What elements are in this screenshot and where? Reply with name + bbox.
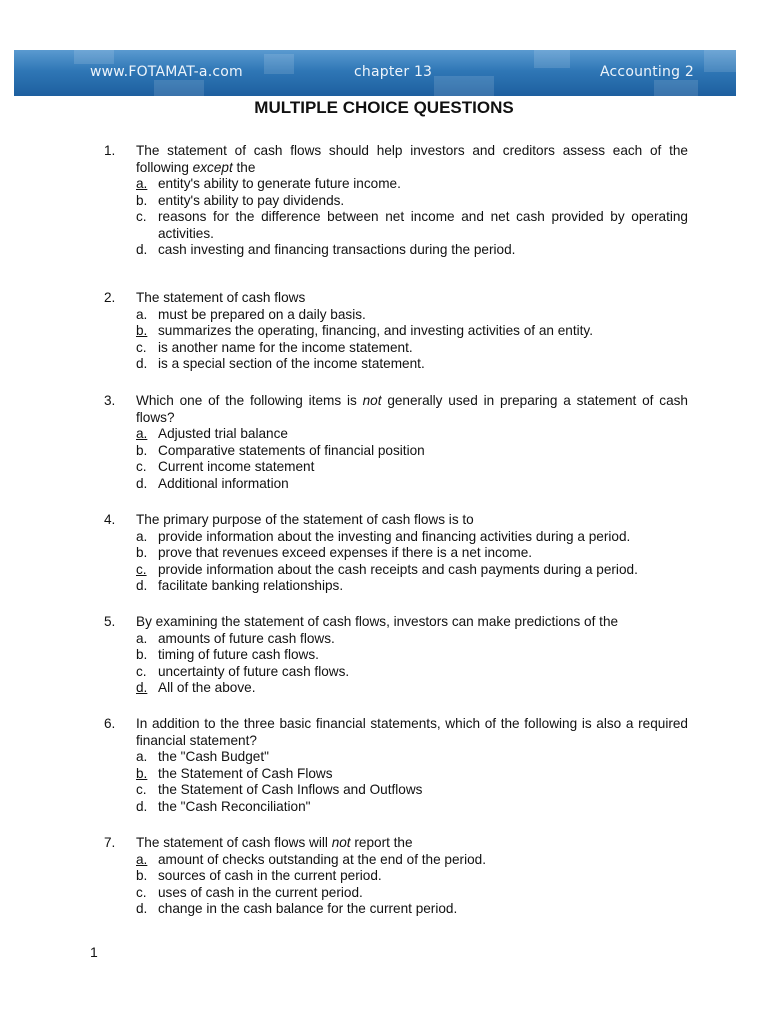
answer-option bbox=[136, 852, 688, 869]
option-text: facilitate banking relationships. bbox=[158, 578, 344, 593]
answer-option bbox=[136, 799, 688, 816]
option-letter: b. bbox=[136, 647, 148, 662]
answer-option bbox=[136, 459, 688, 476]
answer-option bbox=[136, 868, 688, 885]
stem-text: Which one of the following items is bbox=[136, 393, 363, 408]
option-letter: a. bbox=[136, 306, 148, 322]
header-site: www.FOTAMAT-a.com bbox=[90, 64, 243, 80]
answer-option bbox=[136, 242, 688, 259]
option-text: the "Cash Budget" bbox=[158, 749, 269, 764]
header-chapter: chapter 13 bbox=[354, 64, 433, 80]
option-text: uses of cash in the current period. bbox=[158, 884, 363, 900]
option-letter: a. bbox=[136, 176, 148, 191]
question-5 bbox=[104, 614, 688, 697]
option-letter: a. bbox=[136, 630, 148, 646]
option-letter: d. bbox=[136, 798, 148, 814]
stem-emphasis: except bbox=[192, 159, 233, 175]
stem-text: The statement of cash flows will bbox=[136, 835, 332, 850]
option-letter: a. bbox=[136, 426, 148, 441]
option-letter: d. bbox=[136, 475, 148, 491]
question-number: 4. bbox=[104, 512, 116, 527]
question-4 bbox=[104, 512, 688, 595]
answer-option bbox=[136, 193, 688, 210]
answer-option bbox=[136, 664, 688, 681]
option-text: Comparative statements of financial position bbox=[158, 442, 425, 458]
stem-text: The statement of cash flows bbox=[136, 290, 306, 305]
question-stem bbox=[136, 614, 688, 631]
option-letter: b. bbox=[136, 442, 148, 458]
option-text: prove that revenues exceed expenses if there is a net income. bbox=[158, 545, 533, 560]
question-1 bbox=[104, 143, 688, 259]
answer-option bbox=[136, 209, 688, 242]
option-text: amounts of future cash flows. bbox=[158, 630, 335, 646]
stem-text: The primary purpose of the statement of cash flows is to bbox=[136, 512, 474, 527]
option-letter: c. bbox=[136, 209, 147, 224]
answer-option bbox=[136, 340, 688, 357]
option-text: Additional information bbox=[158, 475, 289, 491]
answer-option bbox=[136, 647, 688, 664]
answer-option bbox=[136, 766, 688, 783]
option-letter: a. bbox=[136, 851, 148, 867]
question-stem bbox=[136, 143, 688, 176]
stem-text: The statement of cash flows should help investors and creditors assess each of the following bbox=[136, 143, 688, 175]
option-letter: d. bbox=[136, 578, 148, 593]
option-text: the Statement of Cash Flows bbox=[158, 765, 333, 781]
option-letter: d. bbox=[136, 680, 148, 695]
option-letter: d. bbox=[136, 242, 148, 257]
option-text: provide information about the cash receipts and cash payments during a period. bbox=[158, 561, 638, 577]
stem-text: By examining the statement of cash flows, investors can make predictions of the bbox=[136, 614, 619, 629]
option-text: cash investing and financing transactions during the period. bbox=[158, 242, 516, 257]
header-course: Accounting 2 bbox=[600, 64, 694, 80]
option-text: provide information about the investing and financing activities during a period. bbox=[158, 528, 631, 544]
option-letter: b. bbox=[136, 545, 148, 560]
option-text: uncertainty of future cash flows. bbox=[158, 663, 350, 679]
stem-text-end: generally used in preparing a statement of cash flows? bbox=[136, 393, 688, 425]
option-text: amount of checks outstanding at the end of the period. bbox=[158, 851, 486, 867]
option-text: the "Cash Reconciliation" bbox=[158, 798, 311, 814]
question-number: 6. bbox=[104, 716, 116, 731]
answer-option bbox=[136, 885, 688, 902]
answer-option bbox=[136, 443, 688, 460]
option-text: entity's ability to generate future income. bbox=[158, 176, 401, 191]
page-title: MULTIPLE CHOICE QUESTIONS bbox=[254, 98, 514, 117]
option-letter: c. bbox=[136, 782, 147, 797]
question-stem bbox=[136, 393, 688, 426]
option-letter: b. bbox=[136, 765, 148, 781]
option-letter: b. bbox=[136, 192, 148, 208]
question-stem bbox=[136, 716, 688, 749]
option-letter: c. bbox=[136, 459, 147, 474]
option-text: Current income statement bbox=[158, 459, 315, 474]
answer-option bbox=[136, 562, 688, 579]
option-text: is another name for the income statement. bbox=[158, 339, 413, 355]
question-3 bbox=[104, 393, 688, 492]
stem-text-end: report the bbox=[350, 835, 413, 850]
answer-option bbox=[136, 901, 688, 918]
answer-option bbox=[136, 782, 688, 799]
option-text: timing of future cash flows. bbox=[158, 647, 319, 662]
question-number: 7. bbox=[104, 835, 116, 850]
question-stem bbox=[136, 835, 688, 852]
option-letter: b. bbox=[136, 323, 148, 338]
stem-emphasis: not bbox=[331, 835, 351, 850]
answer-option bbox=[136, 323, 688, 340]
answer-option bbox=[136, 307, 688, 324]
option-text: entity's ability to pay dividends. bbox=[158, 192, 345, 208]
question-2 bbox=[104, 290, 688, 373]
option-letter: d. bbox=[136, 901, 148, 916]
answer-option bbox=[136, 426, 688, 443]
option-letter: c. bbox=[136, 884, 147, 900]
question-number: 1. bbox=[104, 143, 116, 158]
option-text: summarizes the operating, financing, and investing activities of an entity. bbox=[158, 323, 593, 338]
answer-option bbox=[136, 578, 688, 595]
option-text: the Statement of Cash Inflows and Outflows bbox=[158, 782, 423, 797]
option-letter: c. bbox=[136, 339, 147, 355]
question-stem bbox=[136, 512, 688, 529]
option-text: reasons for the difference between net income and net cash provided by operating activities. bbox=[158, 209, 688, 241]
header-banner bbox=[14, 50, 736, 96]
question-number: 2. bbox=[104, 290, 116, 305]
option-text: Adjusted trial balance bbox=[158, 426, 288, 441]
option-letter: b. bbox=[136, 868, 148, 883]
option-letter: d. bbox=[136, 356, 148, 371]
answer-option bbox=[136, 356, 688, 373]
answer-option bbox=[136, 631, 688, 648]
option-text: sources of cash in the current period. bbox=[158, 868, 382, 883]
option-letter: c. bbox=[136, 663, 147, 679]
option-letter: c. bbox=[136, 561, 147, 577]
question-number: 5. bbox=[104, 614, 116, 629]
option-letter: a. bbox=[136, 528, 148, 544]
answer-option bbox=[136, 476, 688, 493]
stem-text: In addition to the three basic financial statements, which of the following is also a required financial statement? bbox=[136, 716, 688, 748]
option-letter: a. bbox=[136, 749, 148, 764]
option-text: is a special section of the income statement. bbox=[158, 356, 425, 371]
option-text: must be prepared on a daily basis. bbox=[158, 306, 366, 322]
question-7 bbox=[104, 835, 688, 918]
option-text: change in the cash balance for the current period. bbox=[158, 901, 458, 916]
question-number: 3. bbox=[104, 393, 116, 408]
page-number: 1 bbox=[90, 944, 98, 960]
option-text: All of the above. bbox=[158, 680, 256, 695]
answer-option bbox=[136, 680, 688, 697]
stem-emphasis: not bbox=[362, 393, 382, 408]
answer-option bbox=[136, 529, 688, 546]
question-6 bbox=[104, 716, 688, 815]
answer-option bbox=[136, 545, 688, 562]
question-stem bbox=[136, 290, 688, 307]
answer-option bbox=[136, 749, 688, 766]
answer-option bbox=[136, 176, 688, 193]
stem-text-end: the bbox=[232, 159, 256, 175]
